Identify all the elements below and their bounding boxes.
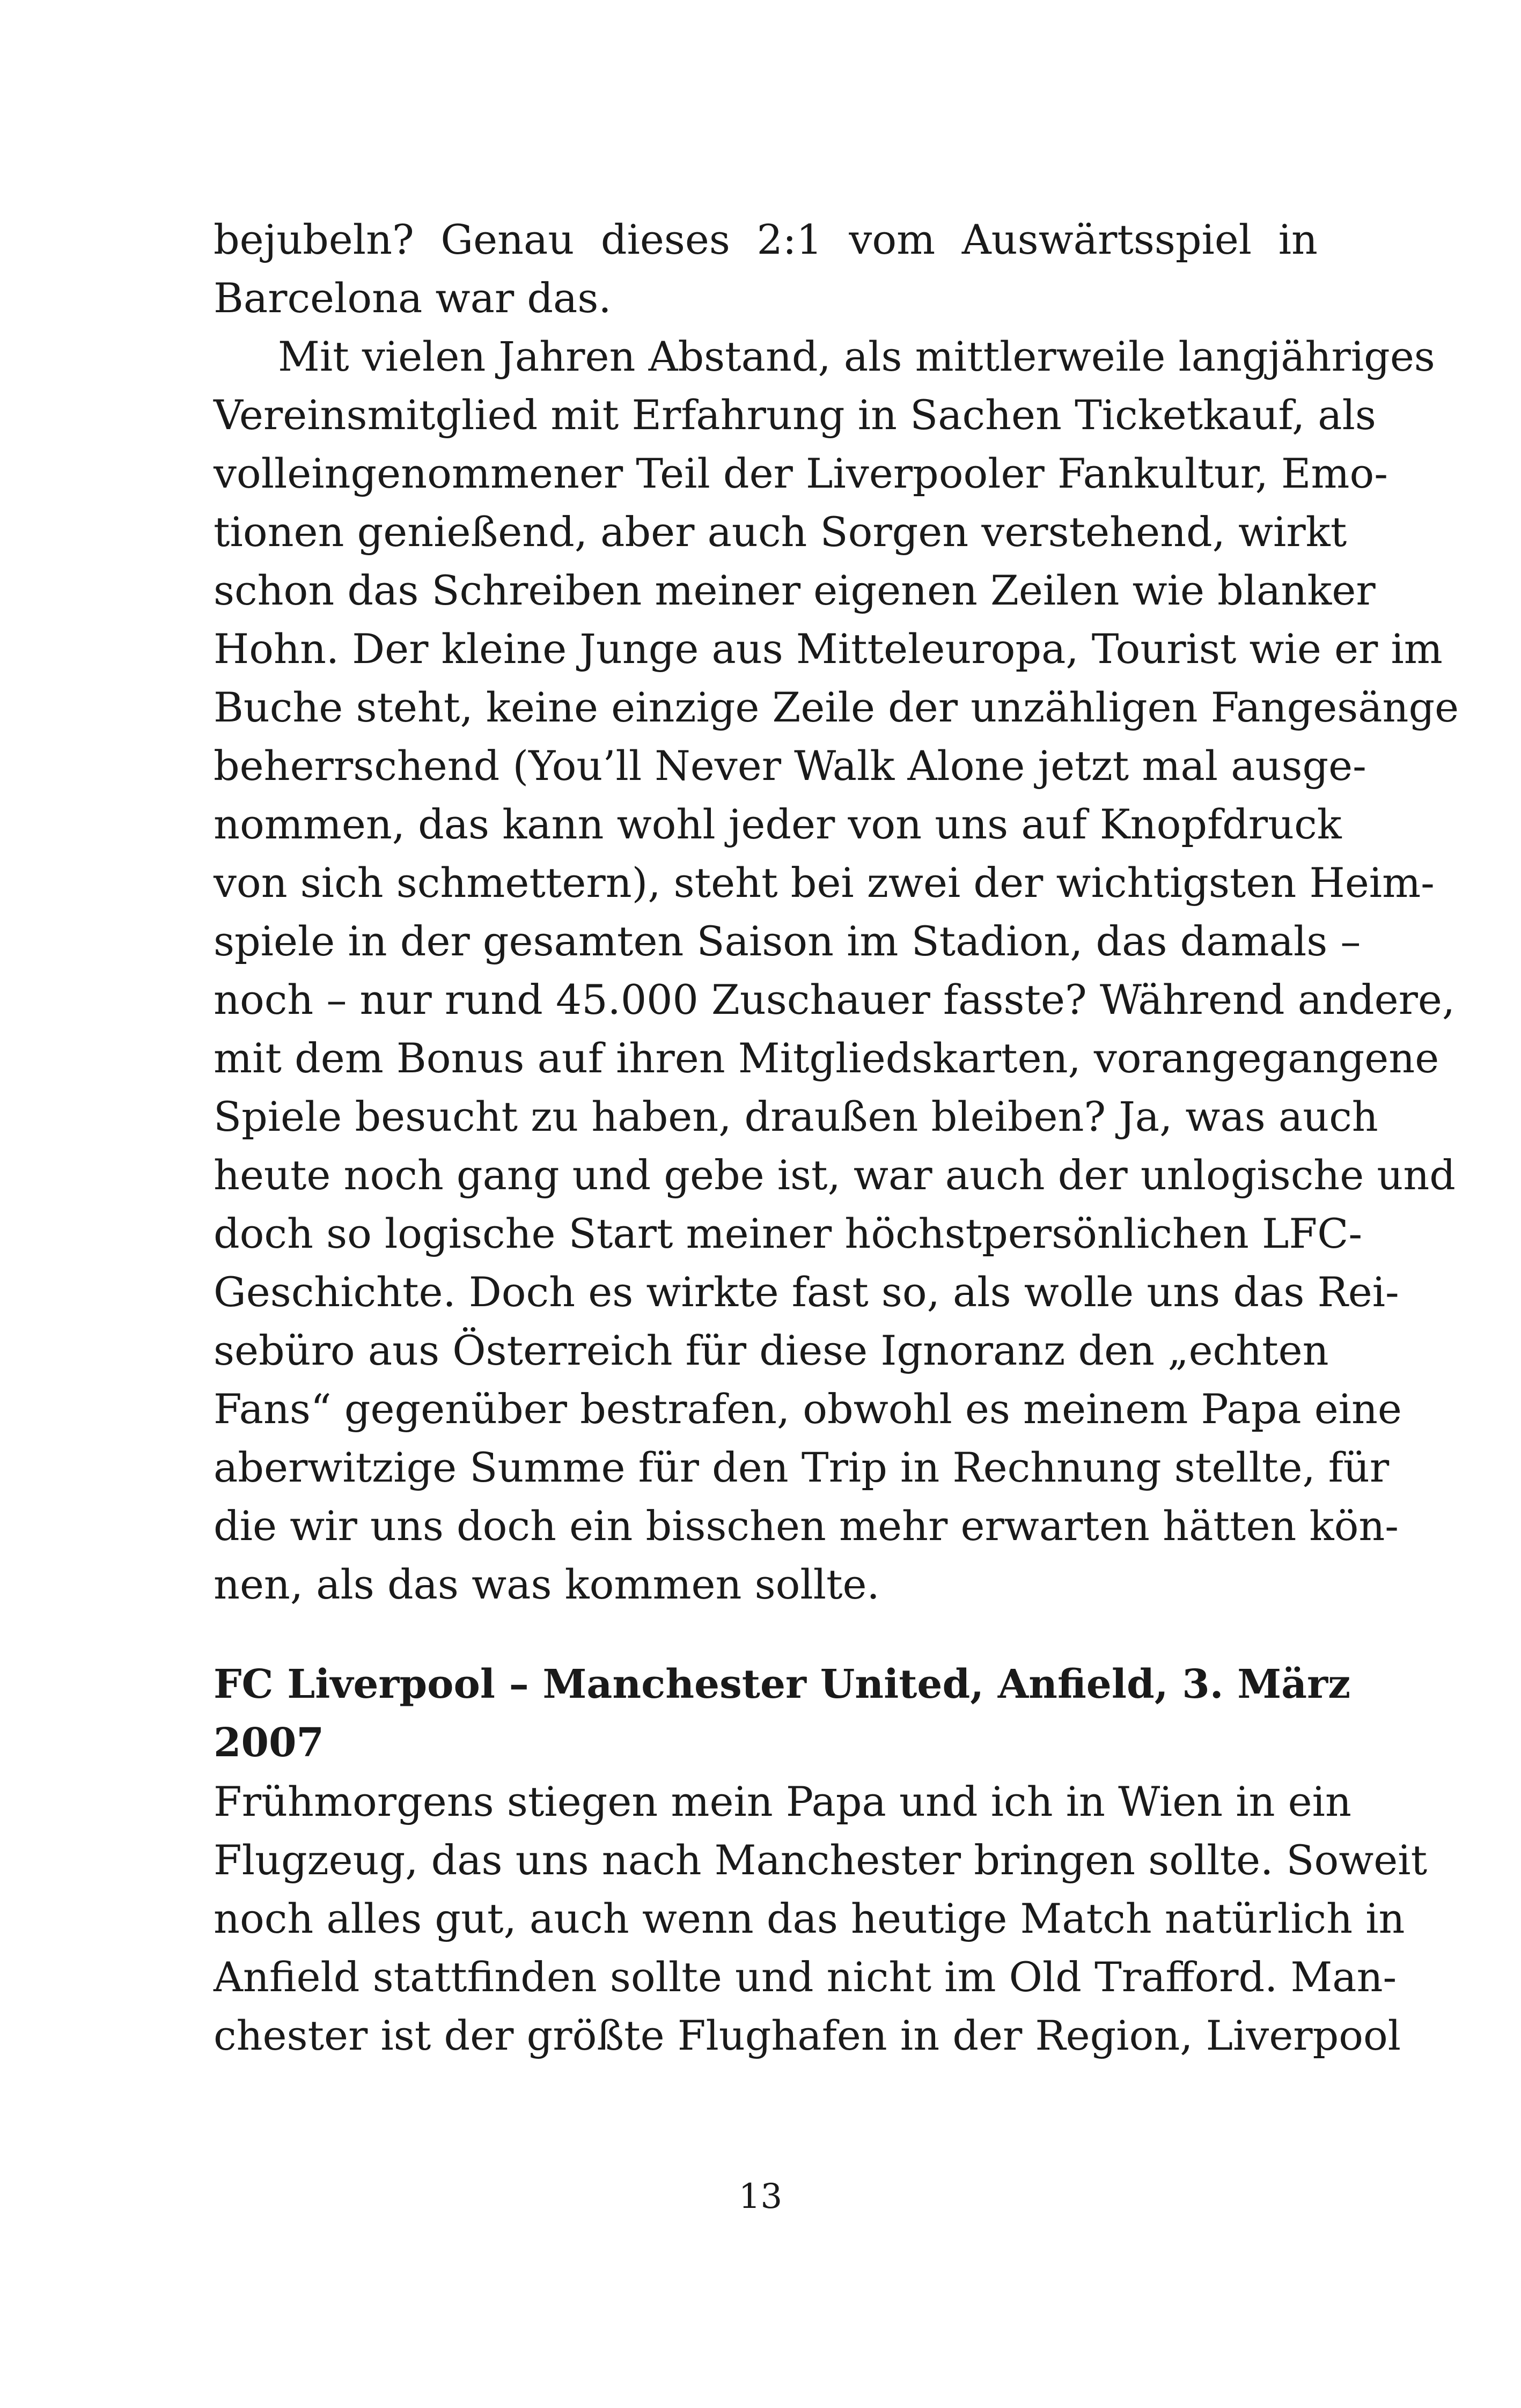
paragraph-3	[214, 1772, 1428, 2065]
text-line: bejubeln? Genau dieses 2:1 vom Auswärtsspiel in	[214, 216, 1318, 263]
heading-line: FC Liverpool – Manchester United, Anfield, 3. März	[214, 1661, 1351, 1707]
text-line: Anfield stattfinden sollte und nicht im Old Trafford. Man-	[214, 1953, 1397, 2001]
text-line: mit dem Bonus auf ihren Mitgliedskarten, vorangegangene	[214, 1034, 1439, 1082]
text-line: chester ist der größte Flughafen in der Region, Liverpool	[214, 2012, 1401, 2059]
text-line: Spiele besucht zu haben, draußen bleiben? Ja, was auch	[214, 1093, 1378, 1140]
paragraph-2	[214, 327, 1459, 1614]
text-line: Buche steht, keine einzige Zeile der unzähligen Fangesänge	[214, 683, 1459, 731]
text-line: volleingenommener Teil der Liverpooler Fankultur, Emo-	[214, 450, 1388, 497]
text-line: Mit vielen Jahren Abstand, als mittlerweile langjähriges	[278, 333, 1435, 380]
text-line: heute noch gang und gebe ist, war auch der unlogische und	[214, 1151, 1456, 1199]
paragraph-1	[214, 210, 1318, 327]
text-line: noch alles gut, auch wenn das heutige Match natürlich in	[214, 1895, 1405, 1942]
text-line: Flugzeug, das uns nach Manchester bringen sollte. Soweit	[214, 1836, 1428, 1884]
text-line: spiele in der gesamten Saison im Stadion, das damals –	[214, 917, 1361, 965]
text-line: Frühmorgens stiegen mein Papa und ich in Wien in ein	[214, 1778, 1351, 1825]
text-line: aberwitzige Summe für den Trip in Rechnung stellte, für	[214, 1444, 1390, 1491]
text-line: Hohn. Der kleine Junge aus Mitteleuropa, Tourist wie er im	[214, 625, 1443, 673]
text-line: schon das Schreiben meiner eigenen Zeilen wie blanker	[214, 566, 1376, 614]
text-line: von sich schmettern), steht bei zwei der wichtigsten Heim-	[214, 859, 1435, 907]
text-line: Barcelona war das.	[214, 274, 612, 322]
text-line: die wir uns doch ein bisschen mehr erwarten hätten kön-	[214, 1502, 1399, 1550]
body-text	[214, 210, 1459, 2065]
text-line: tionen genießend, aber auch Sorgen verstehend, wirkt	[214, 508, 1347, 556]
text-line: noch – nur rund 45.000 Zuschauer fasste? Während andere,	[214, 976, 1456, 1023]
text-line: sebüro aus Österreich für diese Ignoranz den „echten	[214, 1327, 1329, 1374]
text-line: Fans“ gegenüber bestrafen, obwohl es meinem Papa eine	[214, 1385, 1402, 1433]
text-line: Geschichte. Doch es wirkte fast so, als wolle uns das Rei-	[214, 1268, 1399, 1316]
section-heading	[214, 1655, 1351, 1772]
text-line: Vereinsmitglied mit Erfahrung in Sachen Ticketkauf, als	[214, 391, 1376, 439]
text-line: nommen, das kann wohl jeder von uns auf Knopfdruck	[214, 800, 1342, 848]
text-line: beherrschend (You’ll Never Walk Alone jetzt mal ausge-	[214, 742, 1366, 790]
text-line: doch so logische Start meiner höchstpersönlichen LFC-	[214, 1210, 1363, 1257]
text-line: nen, als das was kommen sollte.	[214, 1560, 880, 1608]
section-gap	[214, 1614, 1318, 1655]
page-number: 13	[738, 2177, 783, 2216]
heading-line: 2007	[214, 1720, 324, 1766]
